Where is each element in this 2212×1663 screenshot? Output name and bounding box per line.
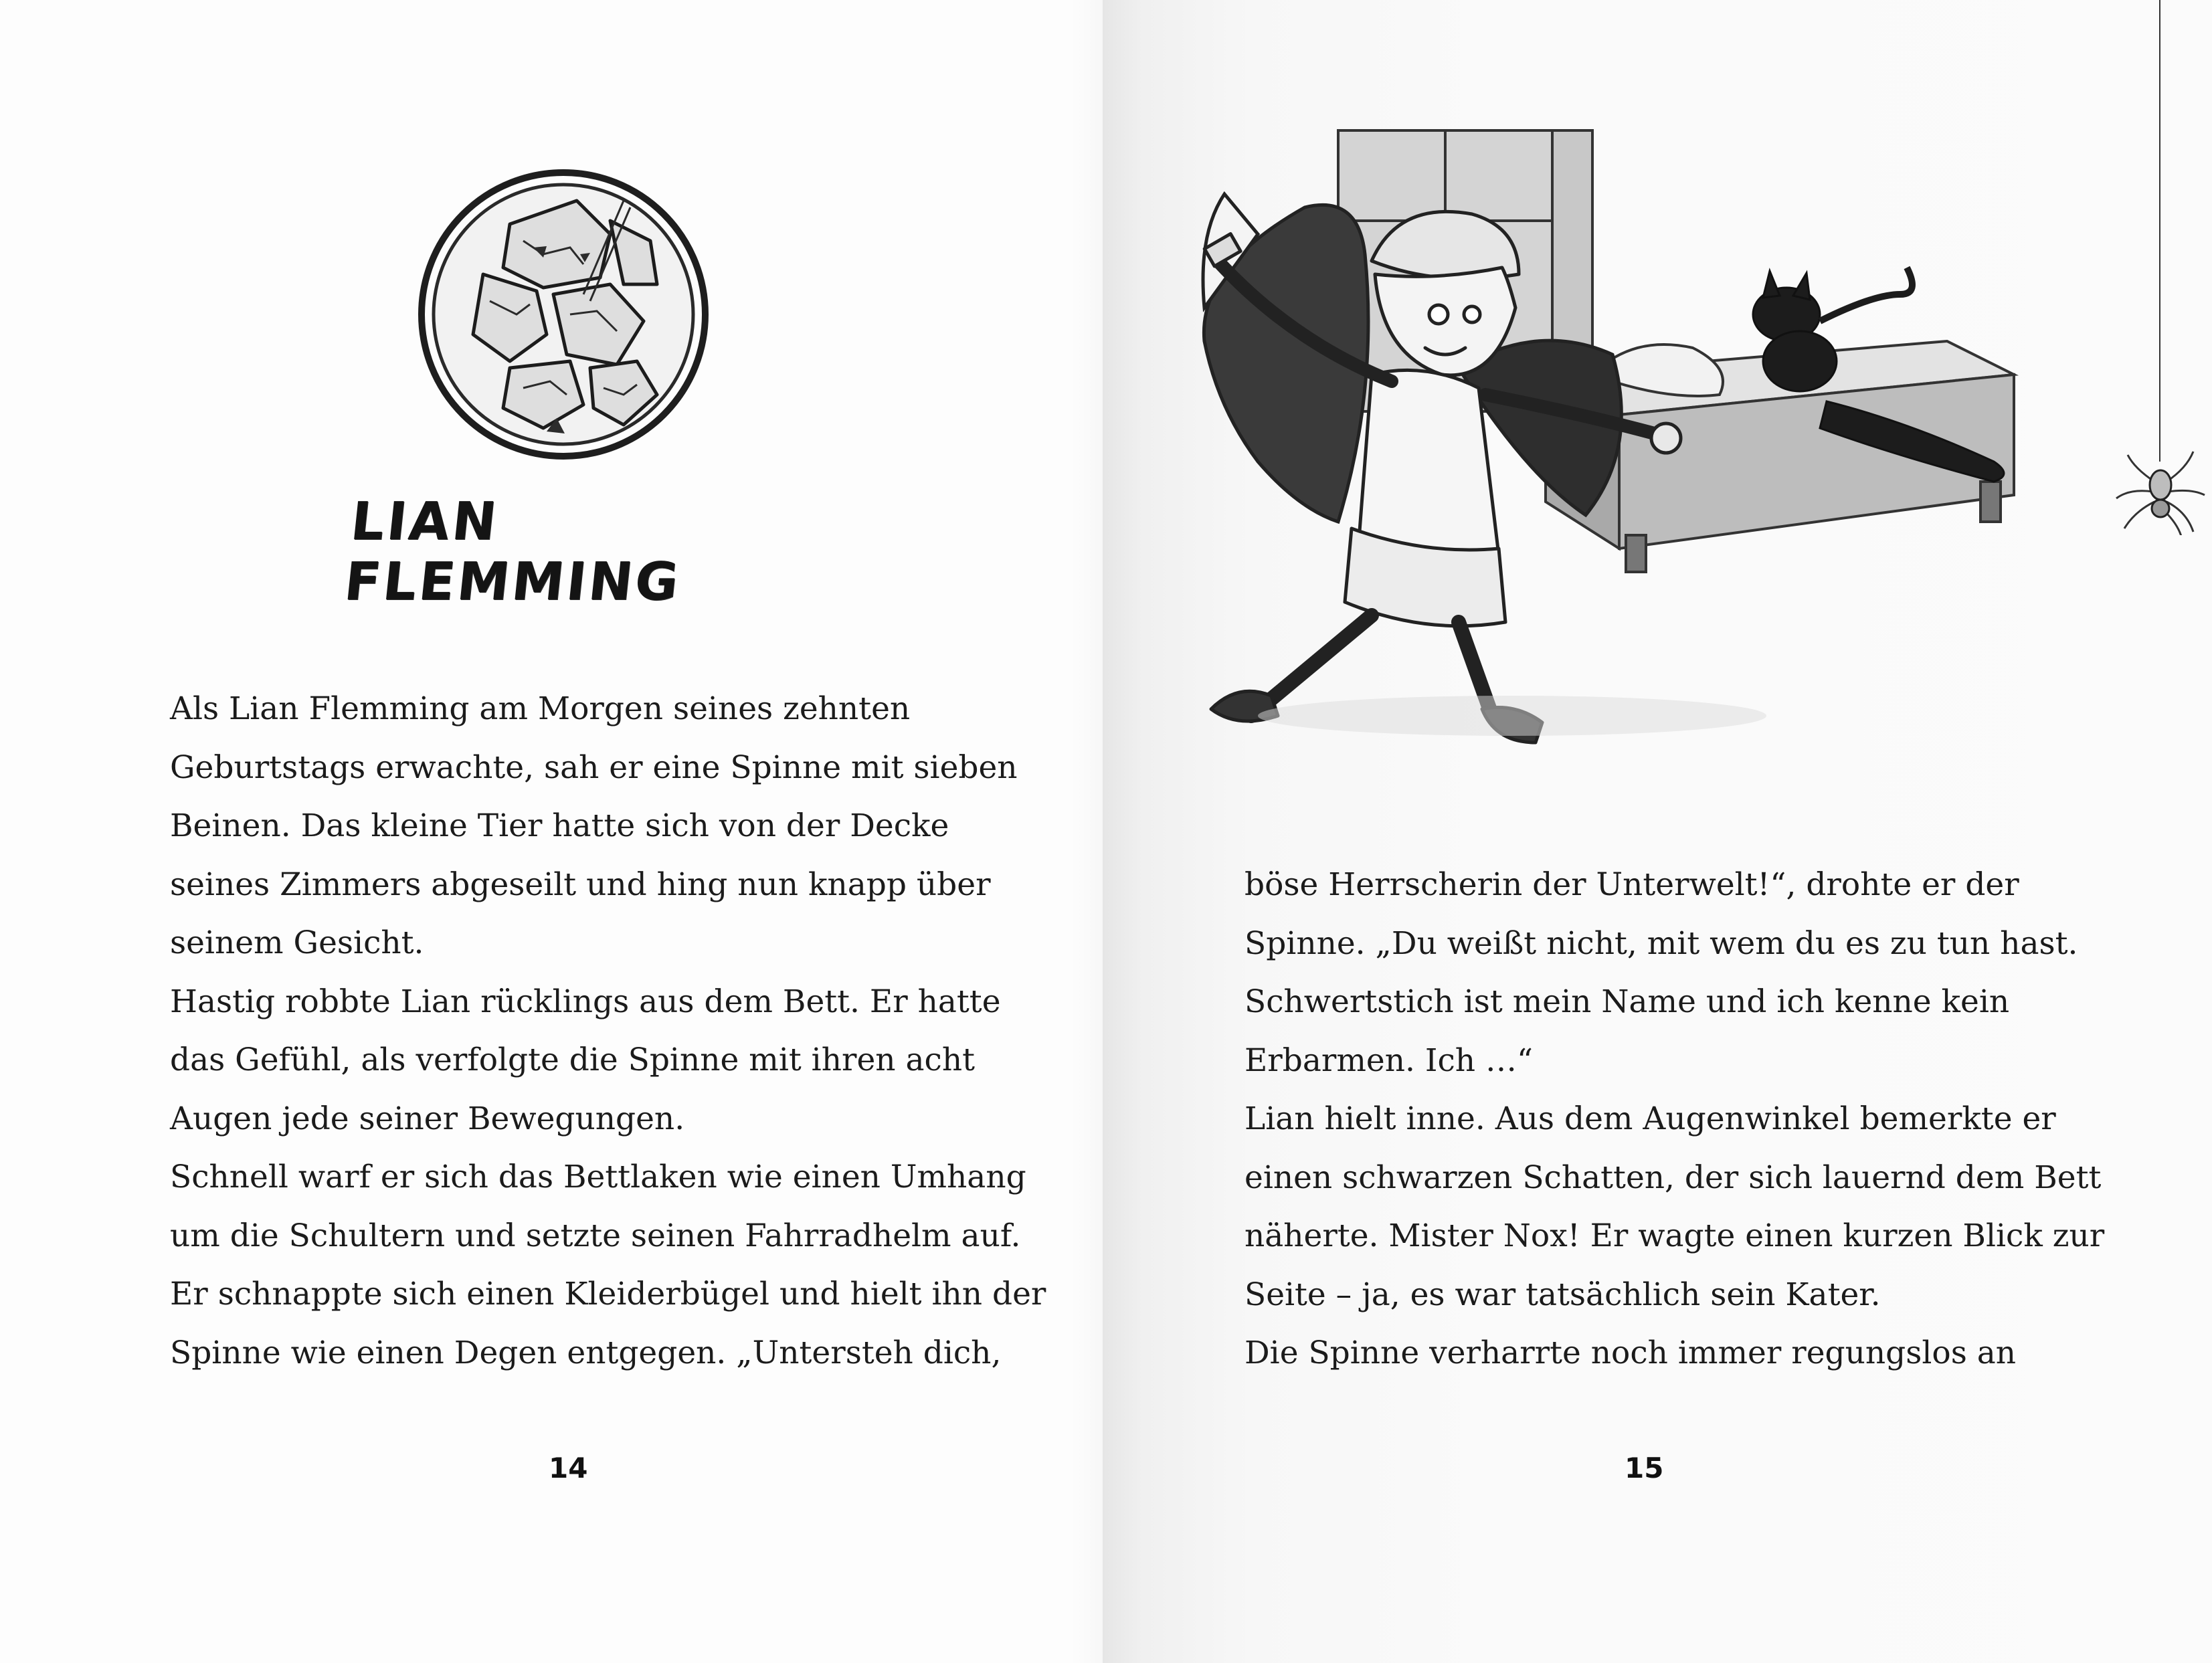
text-line: Hastig robbte Lian rücklings aus dem Bett. Er hatte [170, 983, 1001, 1020]
left-page-text [170, 680, 1046, 1382]
broken-shield-emblem-icon [409, 161, 717, 468]
boy-with-cape-illustration-icon [1111, 120, 2034, 749]
page-number-left: 14 [549, 1452, 588, 1484]
text-line: Spinne wie einen Degen entgegen. „Untersteh dich, [170, 1334, 1002, 1371]
text-line: Als Lian Flemming am Morgen seines zehnten [170, 690, 911, 727]
left-page [0, 0, 1103, 1663]
text-line: Die Spinne verharrte noch immer regungslos an [1245, 1335, 2017, 1371]
text-line: Schnell warf er sich das Bettlaken wie einen Umhang [170, 1159, 1026, 1195]
text-line: das Gefühl, als verfolgte die Spinne mit ihren acht [170, 1042, 975, 1078]
right-page-text [1245, 856, 2105, 1383]
page-number-right: 15 [1625, 1452, 1664, 1484]
text-line: böse Herrscherin der Unterwelt!“, drohte er der [1245, 866, 2019, 903]
text-line: näherte. Mister Nox! Er wagte einen kurzen Blick zur [1245, 1217, 2105, 1254]
text-line: Schwertstich ist mein Name und ich kenne kein [1245, 983, 2010, 1020]
text-line: einen schwarzen Schatten, der sich lauernd dem Bett [1245, 1159, 2102, 1196]
text-line: Beinen. Das kleine Tier hatte sich von der Decke [170, 807, 949, 844]
text-line: Erbarmen. Ich …“ [1245, 1042, 1534, 1079]
chapter-title: LIAN FLEMMING [341, 492, 684, 612]
text-line: Spinne. „Du weißt nicht, mit wem du es zu tun hast. [1245, 924, 2078, 962]
text-line: Geburtstags erwachte, sah er eine Spinne mit sieben [170, 749, 1018, 786]
text-line: um die Schultern und setzte seinen Fahrradhelm auf. [170, 1217, 1021, 1254]
text-line: Er schnappte sich einen Kleiderbügel und hielt ihn der [170, 1276, 1046, 1312]
spider-icon [2108, 0, 2208, 535]
gutter-shadow [1071, 0, 1103, 1663]
text-line: Lian hielt inne. Aus dem Augenwinkel bemerkte er [1245, 1100, 2056, 1137]
text-line: seinem Gesicht. [170, 924, 424, 961]
text-line: Augen jede seiner Bewegungen. [170, 1100, 685, 1137]
text-line: seines Zimmers abgeseilt und hing nun knapp über [170, 866, 991, 903]
text-line: Seite – ja, es war tatsächlich sein Kater. [1245, 1276, 1881, 1313]
